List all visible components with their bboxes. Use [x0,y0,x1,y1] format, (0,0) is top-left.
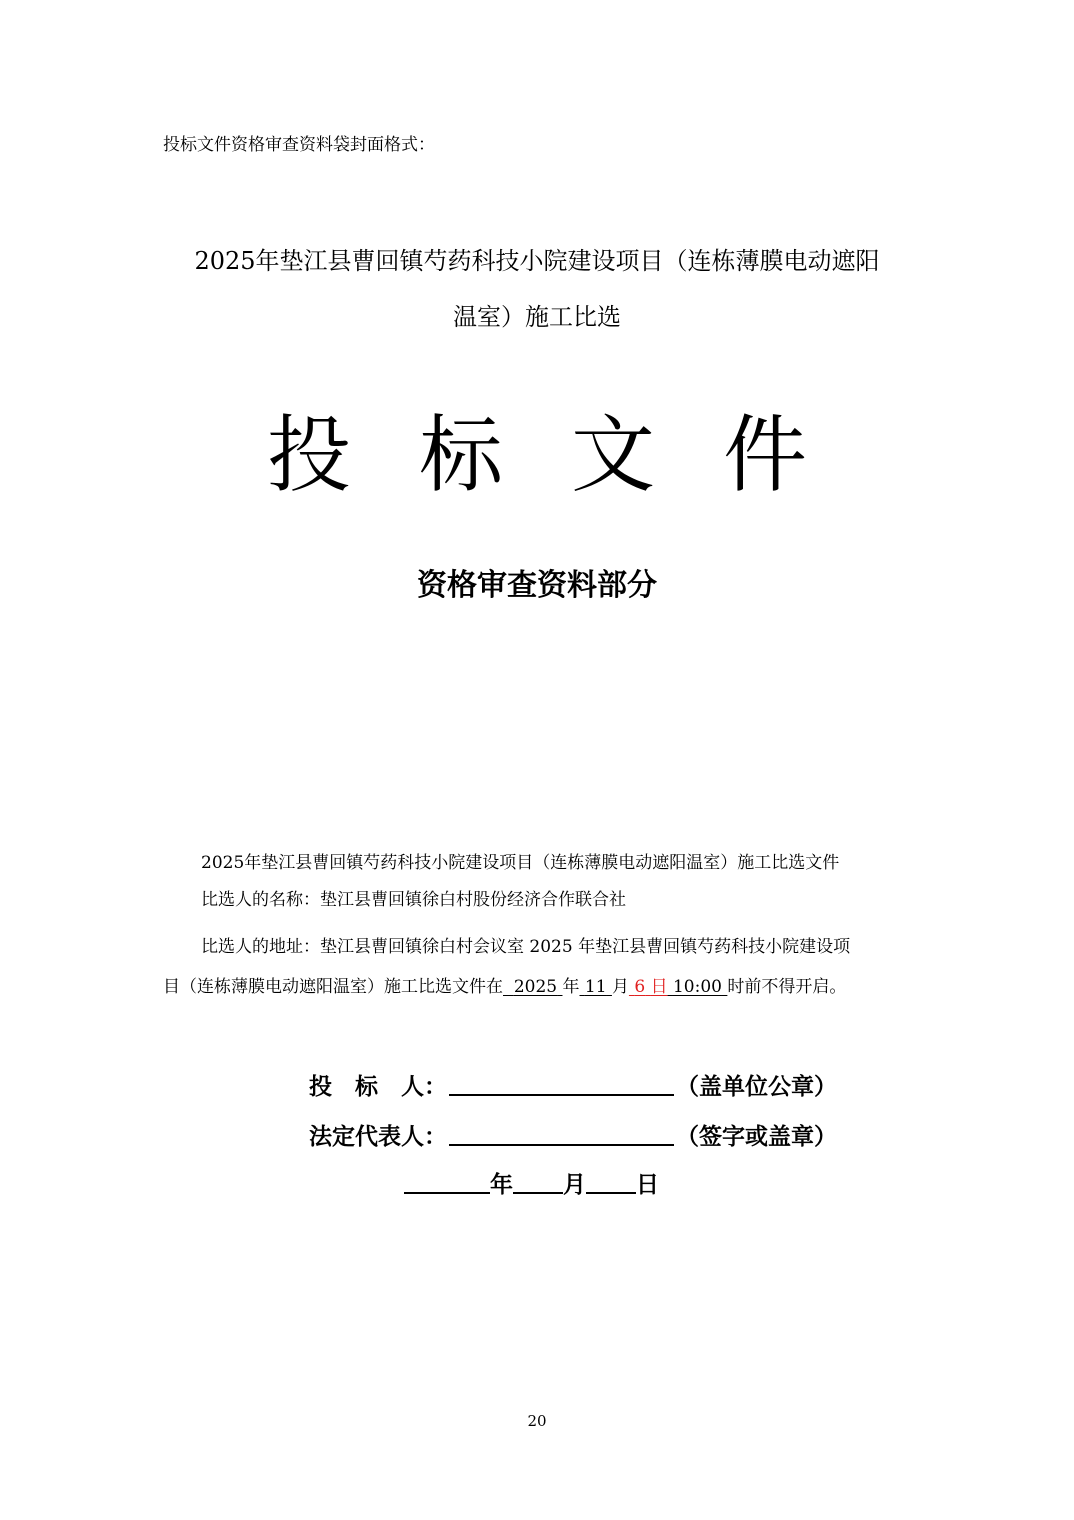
opening-time-prefix: 目（连栋薄膜电动遮阳温室）施工比选文件在 [163,977,503,997]
month-unit: 月 [611,977,629,997]
opening-time-suffix: 时前不得开启。 [727,977,847,997]
signature-date-row [404,1166,659,1199]
info-line-address: 比选人的地址：垫江县曹回镇徐白村会议室 2025 年垫江县曹回镇芍药科技小院建设项 [201,937,851,957]
main-title: 投标文件 [266,406,875,504]
project-title-line-2: 温室）施工比选 [453,303,621,331]
year-label: 年 [490,1172,513,1198]
project-title [0,233,1074,345]
year-blank [404,1170,490,1194]
bidder-blank [449,1072,674,1096]
info-line-name: 比选人的名称：垫江县曹回镇徐白村股份经济合作联合社 [201,890,626,910]
legal-rep-note: （签字或盖章） [676,1124,837,1150]
bidder-note: （盖单位公章） [676,1074,837,1100]
info-line-opening-time [163,972,846,997]
info-line-project: 2025年垫江县曹回镇芍药科技小院建设项目（连栋薄膜电动遮阳温室）施工比选文件 [201,853,840,873]
page-number: 20 [527,1412,547,1430]
day-unit: 日 [650,977,668,997]
format-instruction: 投标文件资格审查资料袋封面格式： [163,135,435,155]
day-label: 日 [636,1172,659,1198]
legal-rep-signature-row [309,1118,837,1151]
legal-rep-label: 法定代表人： [309,1124,447,1150]
opening-year: 2025 [513,977,558,997]
month-blank [513,1170,563,1194]
opening-month: 11 [584,977,607,997]
opening-time: 10:00 [672,977,722,997]
day-blank [586,1170,636,1194]
month-label: 月 [563,1172,586,1198]
section-subtitle: 资格审查资料部分 [417,568,657,603]
opening-day: 6 [634,977,646,997]
year-unit: 年 [562,977,580,997]
bidder-label: 投 标 人： [309,1074,447,1100]
project-title-line-1: 2025年垫江县曹回镇芍药科技小院建设项目（连栋薄膜电动遮阳 [194,247,880,275]
legal-rep-blank [449,1122,674,1146]
bidder-signature-row [309,1068,837,1101]
